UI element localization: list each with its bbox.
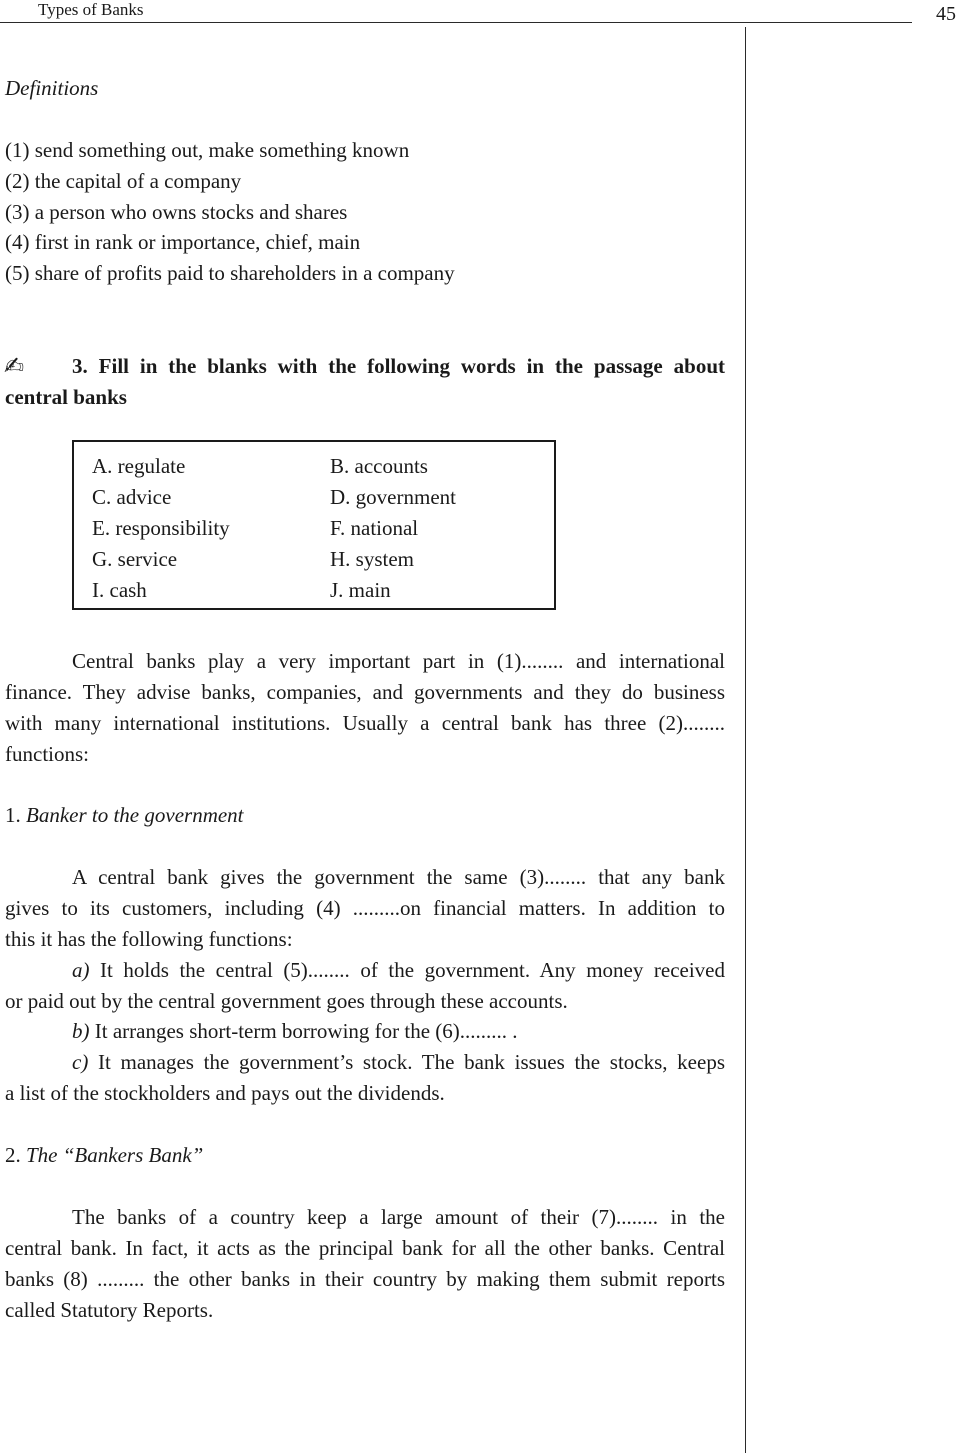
function-text: It arranges short-term borrowing for the (6)......... .	[94, 1019, 518, 1043]
passage-line: The banks of a country keep a large amount of their (7)........ in the	[72, 1205, 725, 1229]
function-text: It manages the government’s stock. The bank issues the stocks, keeps	[98, 1050, 725, 1074]
definitions-heading: Definitions	[5, 76, 99, 100]
word-option: D. government	[330, 485, 456, 509]
header-rule	[0, 22, 912, 23]
section-number: 1.	[5, 803, 21, 827]
section-number: 2.	[5, 1143, 21, 1167]
section-heading	[5, 800, 244, 831]
function-label: a)	[72, 958, 90, 982]
passage-line: finance. They advise banks, companies, and governments and they do business	[5, 680, 725, 704]
passage-line: banks (8) ......... the other banks in their country by making them submit reports	[5, 1267, 725, 1291]
exercise-instruction-line: 3. Fill in the blanks with the following words in the passage about	[72, 354, 725, 378]
word-box	[72, 440, 556, 610]
function-line	[72, 955, 725, 986]
writing-hand-icon	[4, 351, 24, 382]
function-line	[72, 1047, 725, 1078]
passage-line: functions:	[5, 742, 89, 766]
function-line: a list of the stockholders and pays out the dividends.	[5, 1081, 445, 1105]
word-option: I. cash	[92, 578, 147, 602]
passage-line: this it has the following functions:	[5, 927, 293, 951]
definition-item: (5) share of profits paid to shareholders in a company	[5, 261, 455, 285]
margin-rule	[745, 27, 746, 1453]
page-number: 45	[936, 3, 956, 25]
definition-item: (2) the capital of a company	[5, 169, 242, 193]
word-option: E. responsibility	[92, 516, 230, 540]
word-option: G. service	[92, 547, 178, 571]
function-line: or paid out by the central government goes through these accounts.	[5, 989, 568, 1013]
word-option: F. national	[330, 516, 419, 540]
passage-line: called Statutory Reports.	[5, 1298, 214, 1322]
word-option: C. advice	[92, 485, 172, 509]
running-header-title: Types of Banks	[38, 0, 144, 19]
passage-line: Central banks play a very important part in (1)........ and international	[72, 649, 725, 673]
function-line	[72, 1016, 518, 1047]
word-option: J. main	[330, 578, 391, 602]
definition-item: (3) a person who owns stocks and shares	[5, 200, 348, 224]
word-option: H. system	[330, 547, 414, 571]
passage-line: gives to its customers, including (4) .........on financial matters. In addition to	[5, 896, 725, 920]
function-label: b)	[72, 1019, 90, 1043]
function-text: It holds the central (5)........ of the government. Any money received	[100, 958, 725, 982]
section-title: Banker to the government	[26, 803, 244, 827]
function-label: c)	[72, 1050, 89, 1074]
section-heading	[5, 1140, 203, 1171]
section-title: The “Bankers Bank”	[26, 1143, 204, 1167]
definition-item: (1) send something out, make something known	[5, 138, 410, 162]
word-option: A. regulate	[92, 454, 186, 478]
passage-line: with many international institutions. Usually a central bank has three (2)........	[5, 711, 725, 735]
word-option: B. accounts	[330, 454, 428, 478]
passage-line: central bank. In fact, it acts as the principal bank for all the other banks. Central	[5, 1236, 725, 1260]
definition-item: (4) first in rank or importance, chief, main	[5, 230, 361, 254]
exercise-instruction-line: central banks	[5, 385, 127, 409]
passage-line: A central bank gives the government the same (3)........ that any bank	[72, 865, 725, 889]
